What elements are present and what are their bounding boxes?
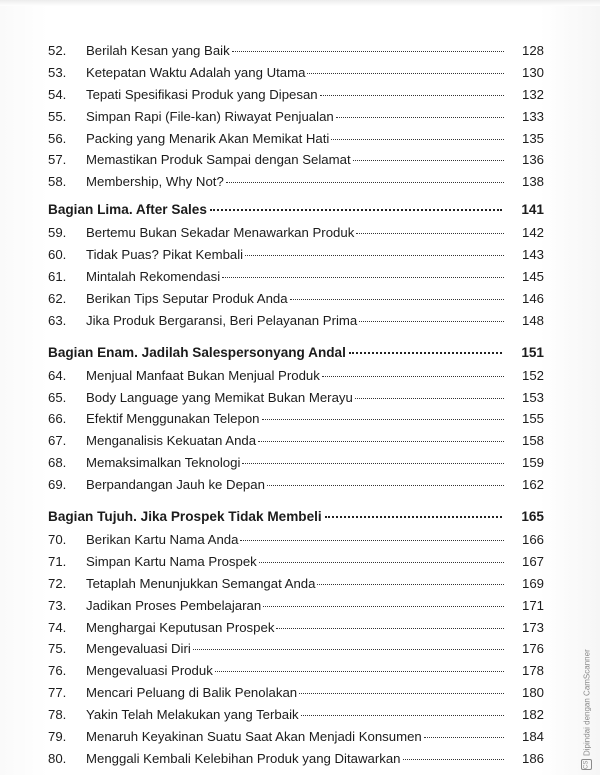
toc-entry [48,84,544,106]
entry-title: Jika Produk Bergaransi, Beri Pelayanan Prima [86,312,358,328]
entry-title: Simpan Rapi (File-kan) Riwayat Penjualan [86,108,334,124]
entry-title: Memastikan Produk Sampai dengan Selamat [86,152,351,168]
leader-dots [226,182,504,183]
entry-number: 62. [48,290,67,306]
entry-page: 133 [521,108,544,124]
entry-page: 184 [521,729,544,745]
toc-entry [48,682,544,704]
entry-page: 152 [521,367,544,383]
entry-title: Berikan Kartu Nama Anda [86,532,239,548]
entry-page: 143 [521,247,544,263]
entry-title: Menaruh Keyakinan Suatu Saat Akan Menjadi Konsumen [86,729,422,745]
leader-dots [210,209,502,211]
entry-page: 132 [521,86,544,102]
leader-dots [317,584,504,585]
entry-page: 186 [521,750,544,766]
entry-number: 68. [48,455,67,471]
entry-title: Tidak Puas? Pikat Kembali [86,247,244,263]
entry-number: 53. [48,64,67,80]
entry-title: Mencari Peluang di Balik Penolakan [86,685,298,701]
section-page: 141 [521,202,544,218]
entry-number: 69. [48,477,67,493]
leader-dots [215,671,504,672]
toc-entry [48,704,544,726]
toc-entry [48,106,544,128]
entry-page: 178 [521,663,544,679]
entry-title: Body Language yang Memikat Bukan Merayu [86,389,353,405]
entry-title: Jadikan Proses Pembelajaran [86,597,262,613]
entry-page: 136 [521,152,544,168]
entry-page: 158 [521,433,544,449]
leader-dots [240,540,504,541]
entry-page: 142 [521,225,544,241]
toc-entry [48,244,544,266]
entry-number: 61. [48,269,67,285]
toc-entry [48,748,544,770]
leader-dots [232,51,504,52]
section-title: Bagian Tujuh. Jika Prospek Tidak Membeli [48,509,322,525]
toc-entry [48,365,544,387]
entry-page: 138 [521,174,544,190]
toc-entry [48,171,544,193]
entry-title: Efektif Menggunakan Telepon [86,411,260,427]
entry-page: 148 [521,312,544,328]
entry-title: Packing yang Menarik Akan Memikat Hati [86,130,330,146]
leader-dots [336,117,504,118]
entry-title: Mintalah Rekomendasi [86,269,221,285]
entry-page: 145 [521,269,544,285]
toc-entry [48,474,544,496]
toc-entry [48,40,544,62]
entry-number: 77. [48,685,67,701]
entry-number: 59. [48,225,67,241]
entry-page: 153 [521,389,544,405]
entry-title: Menjual Manfaat Bukan Menjual Produk [86,367,320,383]
toc-entry [48,573,544,595]
entry-number: 66. [48,411,67,427]
entry-number: 75. [48,641,67,657]
toc-entry [48,638,544,660]
toc-entry [48,595,544,617]
entry-number: 65. [48,389,67,405]
scanner-watermark [580,610,594,770]
toc-entry [48,660,544,682]
section-page: 151 [521,344,544,360]
entry-number: 80. [48,750,67,766]
entry-number: 67. [48,433,67,449]
entry-number: 54. [48,86,67,102]
toc-entry [48,266,544,288]
leader-dots [245,255,504,256]
entry-page: 130 [521,64,544,80]
entry-page: 180 [521,685,544,701]
entry-page: 176 [521,641,544,657]
entry-page: 159 [521,455,544,471]
entry-title: Memaksimalkan Teknologi [86,455,241,471]
entry-title: Yakin Telah Melakukan yang Terbaik [86,707,299,723]
entry-page: 173 [521,619,544,635]
toc-entry [48,128,544,150]
toc-entry [48,529,544,551]
entry-title: Ketepatan Waktu Adalah yang Utama [86,64,306,80]
entry-title: Tetaplah Menunjukkan Semangat Anda [86,575,316,591]
leader-dots [263,606,504,607]
entry-page: 167 [521,553,544,569]
entry-page: 169 [521,575,544,591]
entry-page: 166 [521,532,544,548]
entry-number: 56. [48,130,67,146]
leader-dots [222,277,504,278]
entry-page: 182 [521,707,544,723]
leader-dots [322,376,504,377]
page-top-edge [0,0,600,6]
section-heading [48,198,544,222]
toc-entry [48,288,544,310]
toc-entry [48,551,544,573]
toc-entry [48,617,544,639]
entry-title: Menggali Kembali Kelebihan Produk yang Ditawarkan [86,750,401,766]
leader-dots [355,398,504,399]
toc-entry [48,149,544,171]
entry-title: Berilah Kesan yang Baik [86,43,230,58]
leader-dots [276,628,504,629]
entry-number: 64. [48,367,67,383]
entry-number: 70. [48,532,67,548]
section-title: Bagian Lima. After Sales [48,202,207,218]
entry-number: 73. [48,597,67,613]
entry-title: Mengevaluasi Diri [86,641,191,657]
toc-entry [48,430,544,452]
toc-entry [48,387,544,409]
leader-dots [349,352,502,354]
entry-page: 135 [521,130,544,146]
entry-number: 71. [48,553,67,569]
toc-entry [48,222,544,244]
table-of-contents [48,40,544,770]
leader-dots [359,321,504,322]
section-title: Bagian Enam. Jadilah Salespersonyang Andal [48,344,346,360]
entry-page: 128 [521,43,544,58]
leader-dots [307,73,504,74]
leader-dots [259,562,504,563]
entry-number: 58. [48,174,67,190]
leader-dots [331,139,504,140]
entry-number: 55. [48,108,67,124]
leader-dots [258,441,504,442]
leader-dots [262,419,504,420]
leader-dots [356,233,504,234]
toc-entry [48,452,544,474]
leader-dots [267,485,504,486]
entry-number: 60. [48,247,67,263]
leader-dots [403,759,505,760]
entry-title: Simpan Kartu Nama Prospek [86,553,257,569]
entry-page: 171 [521,597,544,613]
leader-dots [301,715,504,716]
entry-number: 74. [48,619,67,635]
leader-dots [424,737,504,738]
entry-number: 72. [48,575,67,591]
toc-entry [48,310,544,332]
leader-dots [325,516,502,518]
toc-entry [48,62,544,84]
entry-number: 79. [48,729,67,745]
entry-title: Menghargai Keputusan Prospek [86,619,275,635]
entry-number: 63. [48,312,67,328]
toc-entry [48,726,544,748]
entry-title: Tepati Spesifikasi Produk yang Dipesan [86,86,318,102]
leader-dots [193,649,504,650]
watermark-text: Dipindai dengan CamScanner [582,649,592,756]
toc-entry [48,408,544,430]
entry-page: 155 [521,411,544,427]
entry-page: 162 [521,477,544,493]
camscanner-logo-icon: CS [582,759,593,770]
section-page: 165 [521,509,544,525]
entry-number: 52. [48,43,67,58]
section-heading [48,505,544,529]
entry-title: Mengevaluasi Produk [86,663,213,679]
leader-dots [290,299,504,300]
leader-dots [320,95,504,96]
entry-number: 57. [48,152,67,168]
entry-title: Bertemu Bukan Sekadar Menawarkan Produk [86,225,355,241]
leader-dots [242,463,504,464]
leader-dots [353,160,504,161]
entry-number: 76. [48,663,67,679]
entry-title: Menganalisis Kekuatan Anda [86,433,257,449]
section-heading [48,341,544,365]
entry-page: 146 [521,290,544,306]
entry-title: Membership, Why Not? [86,174,224,190]
entry-title: Berikan Tips Seputar Produk Anda [86,290,288,306]
entry-title: Berpandangan Jauh ke Depan [86,477,265,493]
entry-number: 78. [48,707,67,723]
leader-dots [299,693,504,694]
